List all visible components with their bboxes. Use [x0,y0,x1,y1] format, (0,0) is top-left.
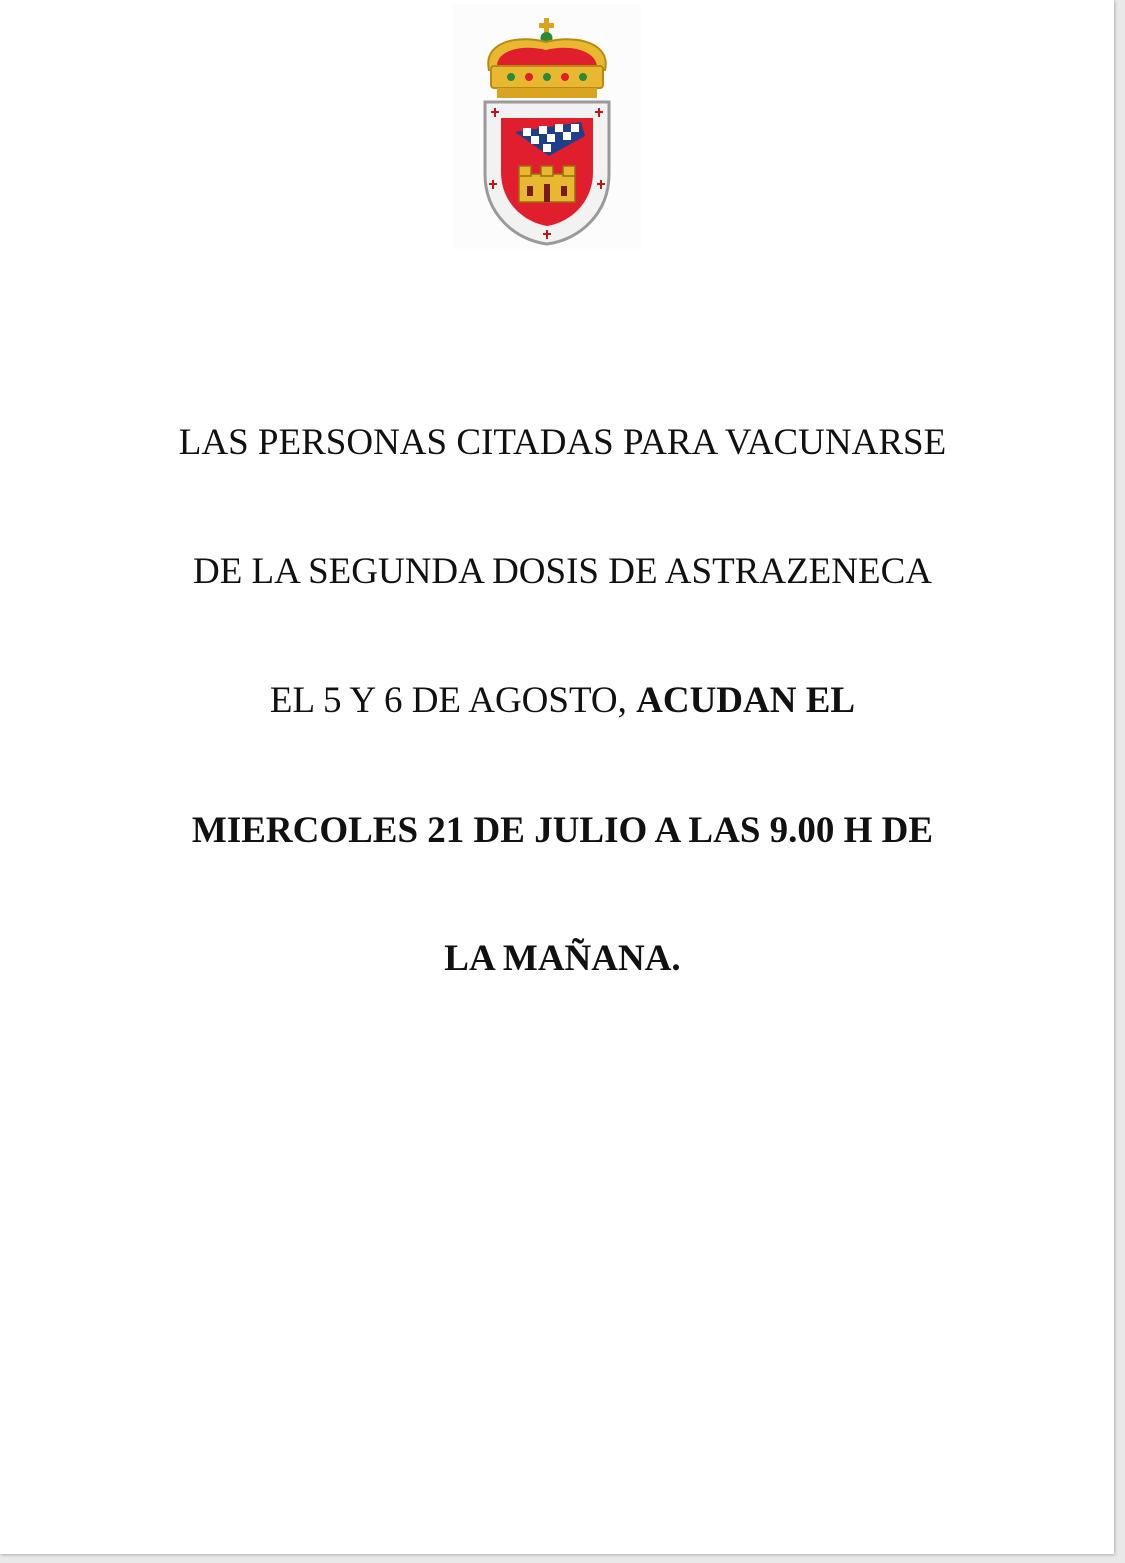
coat-of-arms-icon [453,4,641,249]
notice-line-4: MIERCOLES 21 DE JULIO A LAS 9.00 H DE [191,810,934,851]
notice-line-3-regular: EL 5 Y 6 DE AGOSTO, [269,680,637,721]
notice-line-5: LA MAÑANA. [444,938,681,979]
notice-line-3-bold: ACUDAN EL [636,680,856,721]
notice-line-2: DE LA SEGUNDA DOSIS DE ASTRAZENECA [192,551,932,592]
notice-line-1: LAS PERSONAS CITADAS PARA VACUNARSE [178,422,947,463]
notice-line-3 [0,682,1125,719]
